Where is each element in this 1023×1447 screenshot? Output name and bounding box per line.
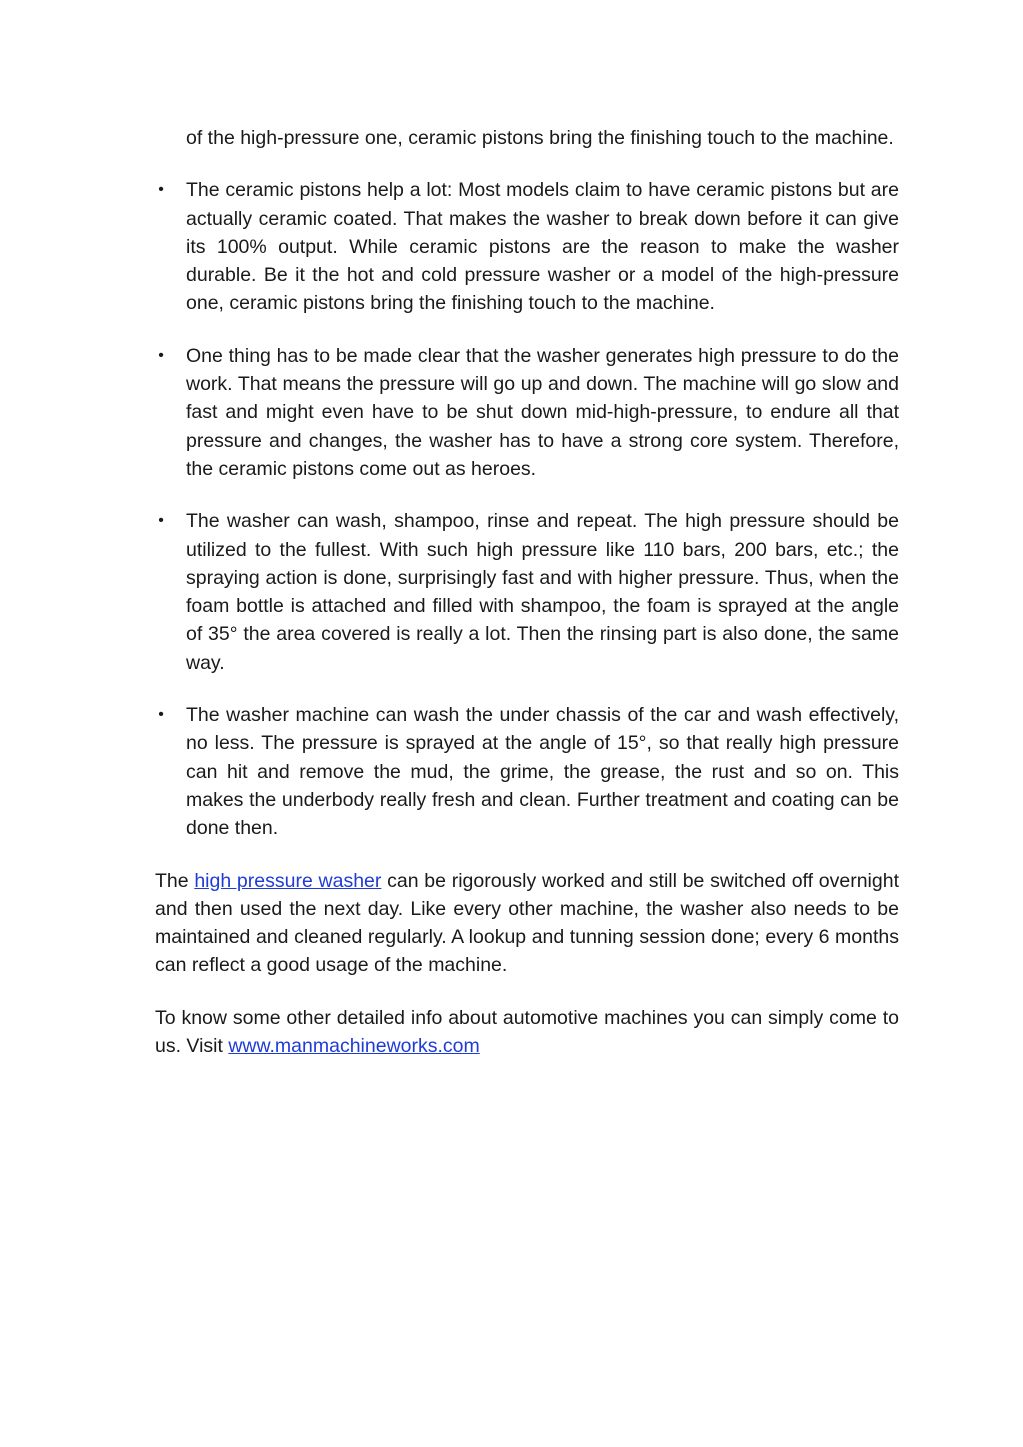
paragraph-text: To know some other detailed info about automotive machines you can simply come to us. Visit: [155, 1006, 899, 1058]
contact-paragraph: [155, 1004, 899, 1061]
list-item-text: The washer can wash, shampoo, rinse and repeat. The high pressure should be utilized to the fullest. With such high pressure like 110 bars, 200 bars, etc.; the spraying action is done, surprisingly fast and with higher pressure. Thus, when the foam bottle is attached and filled with shampoo, the foam is sprayed at the angle of 35° the area covered is really a lot. Then the rinsing part is also done, the same way.: [186, 510, 899, 674]
list-item-text: One thing has to be made clear that the washer generates high pressure to do the work. That means the pressure will go up and down. The machine will go slow and fast and might even have to be shut down mid-high-pressure, to endure all that pressure and changes, the washer has to have a strong core system. Therefore, the ceramic pistons come out as heroes.: [186, 344, 899, 480]
document-body: [155, 124, 899, 1084]
paragraph-text: The: [155, 869, 195, 892]
bullet-list: [155, 176, 899, 842]
list-item-text: The ceramic pistons help a lot: Most models claim to have ceramic pistons but are actually ceramic coated. That makes the washer to break down before it can give its 100% output. While ceramic pistons are the reason to make the washer durable. Be it the hot and cold pressure washer or a model of the high-pressure one, ceramic pistons bring the finishing touch to the machine.: [186, 179, 899, 315]
list-item: [155, 701, 899, 842]
continuation-text: of the high-pressure one, ceramic pistons bring the finishing touch to the machine.: [186, 127, 894, 149]
list-item: [155, 176, 899, 317]
bullet-icon: •: [158, 706, 164, 724]
bullet-icon: •: [158, 346, 164, 364]
list-item: [155, 342, 899, 483]
maintenance-paragraph: [155, 867, 899, 980]
high-pressure-washer-link[interactable]: high pressure washer: [194, 869, 382, 892]
list-item-text: The washer machine can wash the under chassis of the car and wash effectively, no less. The pressure is sprayed at the angle of 15°, so that really high pressure can hit and remove the mud, the grime, the grease, the rust and so on. This makes the underbody really fresh and clean. Further treatment and coating can be done then.: [186, 704, 899, 840]
paragraph-text: can be rigorously worked and still be switched off overnight and then used the next day. Like every other machine, the washer also needs to be maintained and cleaned regularly. A lookup and tunning session done; every 6 months can reflect a good usage of the machine.: [155, 869, 899, 977]
list-item: [155, 507, 899, 677]
bullet-icon: •: [158, 512, 164, 530]
website-link[interactable]: www.manmachineworks.com: [228, 1035, 480, 1058]
bullet-icon: •: [158, 181, 164, 199]
